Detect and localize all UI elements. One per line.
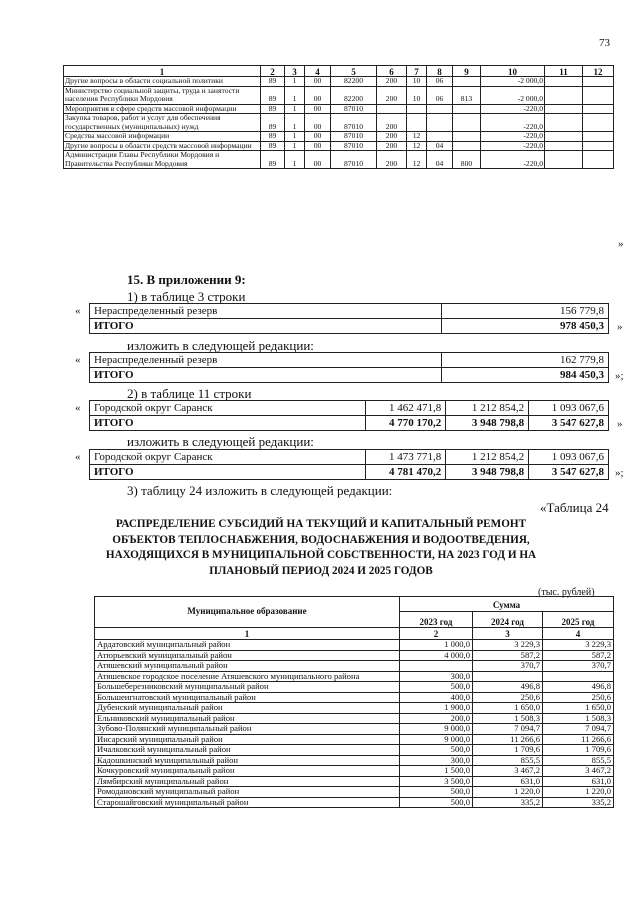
table-cell: 1 650,0 xyxy=(473,703,543,714)
table-cell: 855,5 xyxy=(473,755,543,766)
table-cell xyxy=(545,86,583,104)
table-cell: 89 xyxy=(261,77,285,87)
table-cell: Администрация Главы Республики Мордовия и Правительства Республики Мордовия xyxy=(64,151,261,169)
table-cell: 800 xyxy=(453,151,481,169)
instruction-table11: 2) в таблице 11 строки xyxy=(127,386,252,401)
table-cell: 1 xyxy=(285,132,305,142)
row-value: 984 450,3 xyxy=(442,368,609,383)
table-cell xyxy=(583,86,614,104)
table-cell: 370,7 xyxy=(543,661,614,672)
open-quote: « xyxy=(75,402,81,414)
table-cell: Ичалковский муниципальный район xyxy=(95,745,400,756)
row-value: 1 212 854,2 xyxy=(446,401,529,416)
table-cell: 89 xyxy=(261,86,285,104)
table-cell: 06 xyxy=(427,77,453,87)
table-cell: 11 266,6 xyxy=(543,734,614,745)
table-cell: Другие вопросы в области социальной политики xyxy=(64,77,261,87)
table-row xyxy=(90,319,609,334)
table-row xyxy=(95,661,614,672)
table-cell: 200 xyxy=(377,151,407,169)
table-cell xyxy=(583,151,614,169)
table-cell xyxy=(407,114,427,132)
table-cell: 4 000,0 xyxy=(400,650,473,661)
table-cell: 370,7 xyxy=(473,661,543,672)
row-label: ИТОГО xyxy=(90,368,442,383)
table-cell: 1 220,0 xyxy=(543,787,614,798)
table-cell: -2 000,0 xyxy=(481,86,545,104)
table-cell xyxy=(545,141,583,151)
table-cell: Зубово-Полянский муниципальный район xyxy=(95,724,400,735)
column-header-mo: Муниципальное образование xyxy=(95,597,400,628)
row-value: 1 473 771,8 xyxy=(366,450,446,465)
table-cell: -220,0 xyxy=(481,114,545,132)
table-cell: 496,8 xyxy=(473,682,543,693)
table-row xyxy=(95,724,614,735)
table-cell: 250,6 xyxy=(473,692,543,703)
table-cell xyxy=(583,77,614,87)
table-cell: 200 xyxy=(377,141,407,151)
table-cell: 1 xyxy=(285,114,305,132)
table-cell: 00 xyxy=(305,151,331,169)
table-row xyxy=(64,132,614,142)
table-cell: Большеигнатовский муниципальный район xyxy=(95,692,400,703)
instruction-table3: 1) в таблице 3 строки xyxy=(127,289,246,304)
budget-header-cell: 1 xyxy=(64,66,261,77)
table-cell: 00 xyxy=(305,86,331,104)
document-title: РАСПРЕДЕЛЕНИЕ СУБСИДИЙ НА ТЕКУЩИЙ И КАПИТАЛЬНЫЙ РЕМОНТ ОБЪЕКТОВ ТЕПЛОСНАБЖЕНИЯ, ВОДОСНАБЖЕНИЯ И ВОДООТВЕДЕНИЯ, НАХОДЯЩИХСЯ В МУНИЦИПАЛЬНОЙ СОБСТВЕННОСТИ, НА 2023 ГОД И НА ПЛАНОВЫЙ ПЕРИОД 2024 И 2025 ГОДОВ xyxy=(105,518,537,577)
table11-new xyxy=(89,449,609,480)
table-row xyxy=(90,304,609,319)
budget-header-row xyxy=(64,66,614,77)
table-cell: 200,0 xyxy=(400,713,473,724)
table-row xyxy=(95,797,614,808)
table-cell: Кочкуровский муниципальный район xyxy=(95,766,400,777)
table-row xyxy=(95,682,614,693)
table-cell: 04 xyxy=(427,141,453,151)
table-cell: 10 xyxy=(407,77,427,87)
table-cell: 400,0 xyxy=(400,692,473,703)
table-cell xyxy=(545,151,583,169)
table-row xyxy=(95,776,614,787)
table-cell: 631,0 xyxy=(543,776,614,787)
column-header-year: 2025 год xyxy=(543,611,614,627)
table-cell: 1 xyxy=(285,151,305,169)
table-cell xyxy=(583,104,614,114)
table-cell: Министерство социальной защиты, труда и занятости населения Республики Мордовия xyxy=(64,86,261,104)
table-cell: 00 xyxy=(305,104,331,114)
table-cell xyxy=(545,77,583,87)
table-cell: 11 266,6 xyxy=(473,734,543,745)
table-cell: 89 xyxy=(261,104,285,114)
row-label: Городской округ Саранск xyxy=(90,401,366,416)
table-cell xyxy=(583,114,614,132)
row-label: Городской округ Саранск xyxy=(90,450,366,465)
table-cell: 500,0 xyxy=(400,787,473,798)
row-value: 1 212 854,2 xyxy=(446,450,529,465)
table-cell: Дубенский муниципальный район xyxy=(95,703,400,714)
table-cell: 9 000,0 xyxy=(400,734,473,745)
table-cell: 335,2 xyxy=(543,797,614,808)
row-value: 3 547 627,8 xyxy=(529,465,609,480)
table-row xyxy=(95,745,614,756)
table-cell: 200 xyxy=(377,86,407,104)
table-cell: 500,0 xyxy=(400,745,473,756)
table-cell: 335,2 xyxy=(473,797,543,808)
table-cell: 1 xyxy=(285,104,305,114)
table-cell: 87010 xyxy=(331,151,377,169)
row-value: 3 948 798,8 xyxy=(446,465,529,480)
table-cell: 1 709,6 xyxy=(543,745,614,756)
table-cell: 500,0 xyxy=(400,682,473,693)
table-cell: 300,0 xyxy=(400,755,473,766)
table-row xyxy=(90,353,609,368)
table-cell: 855,5 xyxy=(543,755,614,766)
table-cell: 12 xyxy=(407,141,427,151)
table-cell: 300,0 xyxy=(400,671,473,682)
table-cell xyxy=(583,141,614,151)
column-number: 4 xyxy=(543,628,614,640)
column-header-year: 2024 год xyxy=(473,611,543,627)
table-cell: 1 000,0 xyxy=(400,640,473,651)
row-value: 978 450,3 xyxy=(442,319,609,334)
budget-header-cell: 10 xyxy=(481,66,545,77)
table-row xyxy=(95,692,614,703)
budget-header-cell: 9 xyxy=(453,66,481,77)
table-cell: 3 500,0 xyxy=(400,776,473,787)
table-cell: 1 220,0 xyxy=(473,787,543,798)
table-cell: 3 467,2 xyxy=(473,766,543,777)
table-cell: 87010 xyxy=(331,132,377,142)
row-value: 1 093 067,6 xyxy=(529,401,609,416)
table-cell: 200 xyxy=(377,77,407,87)
table-row xyxy=(95,755,614,766)
table-cell: -2 000,0 xyxy=(481,77,545,87)
table-cell: 12 xyxy=(407,151,427,169)
close-quote: »; xyxy=(615,370,624,382)
table-row xyxy=(90,368,609,383)
budget-header-cell: 2 xyxy=(261,66,285,77)
table-cell: Ромодановский муниципальный район xyxy=(95,787,400,798)
table-cell: 587,2 xyxy=(473,650,543,661)
table-cell xyxy=(473,671,543,682)
table24-reference: «Таблица 24 xyxy=(540,500,609,515)
table-cell: 10 xyxy=(407,86,427,104)
table-cell: 7 094,7 xyxy=(473,724,543,735)
table-cell: 496,8 xyxy=(543,682,614,693)
subsidies-number-row xyxy=(95,628,614,640)
table-cell: Атяшевский муниципальный район xyxy=(95,661,400,672)
budget-header-cell: 8 xyxy=(427,66,453,77)
table-cell xyxy=(543,671,614,682)
table-cell: 1 650,0 xyxy=(543,703,614,714)
table-cell xyxy=(453,141,481,151)
instruction-replace: изложить в следующей редакции: xyxy=(127,434,314,449)
table-row xyxy=(95,787,614,798)
row-value: 162 779,8 xyxy=(442,353,609,368)
table-cell: 200 xyxy=(377,132,407,142)
open-quote: « xyxy=(75,354,81,366)
table-row xyxy=(95,766,614,777)
table-cell: 00 xyxy=(305,114,331,132)
row-value: 3 948 798,8 xyxy=(446,416,529,431)
table-row xyxy=(64,86,614,104)
table-cell: Ардатовский муниципальный район xyxy=(95,640,400,651)
row-value: 4 781 470,2 xyxy=(366,465,446,480)
unit-label: (тыс. рублей) xyxy=(538,587,595,598)
table-cell: 813 xyxy=(453,86,481,104)
close-quote: »; xyxy=(615,467,624,479)
table-cell: 7 094,7 xyxy=(543,724,614,735)
column-number: 1 xyxy=(95,628,400,640)
table-cell: 82200 xyxy=(331,77,377,87)
table-cell: 87010 xyxy=(331,141,377,151)
row-value: 3 547 627,8 xyxy=(529,416,609,431)
table-cell: Большеберезниковский муниципальный район xyxy=(95,682,400,693)
column-header-year: 2023 год xyxy=(400,611,473,627)
budget-header-cell: 5 xyxy=(331,66,377,77)
table-row xyxy=(90,416,609,431)
open-quote: « xyxy=(75,451,81,463)
table-cell: 3 467,2 xyxy=(543,766,614,777)
table-cell: Кадошкинский муниципальный район xyxy=(95,755,400,766)
row-label: ИТОГО xyxy=(90,465,366,480)
table-cell: Атяшевское городское поселение Атяшевского муниципального района xyxy=(95,671,400,682)
table-row xyxy=(95,650,614,661)
table-row xyxy=(90,450,609,465)
table-cell: Средства массовой информации xyxy=(64,132,261,142)
table-cell: Инсарский муниципальный район xyxy=(95,734,400,745)
table-cell xyxy=(427,132,453,142)
table-cell: 1 500,0 xyxy=(400,766,473,777)
table-row xyxy=(90,401,609,416)
table-cell: Атюрьевский муниципальный район xyxy=(95,650,400,661)
table-cell: 500,0 xyxy=(400,797,473,808)
table-cell: 1 900,0 xyxy=(400,703,473,714)
subsidies-table xyxy=(94,596,614,808)
table-cell: Закупка товаров, работ и услуг для обеспечения государственных (муниципальных) нужд xyxy=(64,114,261,132)
table-cell: 00 xyxy=(305,141,331,151)
table-cell: 631,0 xyxy=(473,776,543,787)
row-label: ИТОГО xyxy=(90,416,366,431)
table-cell: -220,0 xyxy=(481,132,545,142)
table-cell: Ельниковский муниципальный район xyxy=(95,713,400,724)
row-value: 1 093 067,6 xyxy=(529,450,609,465)
subsidies-header-row xyxy=(95,597,614,612)
budget-header-cell: 11 xyxy=(545,66,583,77)
table-cell: 3 229,3 xyxy=(473,640,543,651)
budget-header-cell: 4 xyxy=(305,66,331,77)
table-cell: 250,6 xyxy=(543,692,614,703)
table-cell: 1 508,3 xyxy=(543,713,614,724)
table-cell xyxy=(407,104,427,114)
table-row xyxy=(64,151,614,169)
table-cell xyxy=(377,104,407,114)
table-cell: -220,0 xyxy=(481,141,545,151)
table-row xyxy=(95,703,614,714)
row-value: 1 462 471,8 xyxy=(366,401,446,416)
column-number: 3 xyxy=(473,628,543,640)
table-cell xyxy=(453,114,481,132)
table-cell: Старошайговский муниципальный район xyxy=(95,797,400,808)
table3-old xyxy=(89,303,609,334)
table-cell xyxy=(453,77,481,87)
instruction-table24: 3) таблицу 24 изложить в следующей редакции: xyxy=(127,483,393,498)
page-number: 73 xyxy=(599,37,610,49)
table-row xyxy=(95,640,614,651)
row-value: 156 779,8 xyxy=(442,304,609,319)
table-row xyxy=(95,671,614,682)
budget-header-cell: 12 xyxy=(583,66,614,77)
table-cell: 3 229,3 xyxy=(543,640,614,651)
table-cell: 12 xyxy=(407,132,427,142)
row-label: Нераспределенный резерв xyxy=(90,304,442,319)
table-cell: 89 xyxy=(261,141,285,151)
table-cell: 06 xyxy=(427,86,453,104)
table-cell: 1 709,6 xyxy=(473,745,543,756)
table-row xyxy=(95,713,614,724)
table-cell: 1 508,3 xyxy=(473,713,543,724)
row-label: ИТОГО xyxy=(90,319,442,334)
table-cell xyxy=(427,104,453,114)
table-row xyxy=(64,77,614,87)
table-cell: -220,0 xyxy=(481,151,545,169)
table-cell xyxy=(453,132,481,142)
row-label: Нераспределенный резерв xyxy=(90,353,442,368)
table-cell: 00 xyxy=(305,132,331,142)
table-row xyxy=(90,465,609,480)
table-cell: 1 xyxy=(285,77,305,87)
table11-old xyxy=(89,400,609,431)
table-cell xyxy=(583,132,614,142)
budget-header-cell: 7 xyxy=(407,66,427,77)
table-cell: Другие вопросы в области средств массовой информации xyxy=(64,141,261,151)
column-number: 2 xyxy=(400,628,473,640)
table-cell: 1 xyxy=(285,86,305,104)
close-quote: » xyxy=(617,418,623,430)
table-row xyxy=(64,114,614,132)
table-cell xyxy=(545,132,583,142)
table-cell xyxy=(400,661,473,672)
table-cell: 587,2 xyxy=(543,650,614,661)
table-cell: 00 xyxy=(305,77,331,87)
table-cell xyxy=(453,104,481,114)
row-value: 4 770 170,2 xyxy=(366,416,446,431)
table-cell: 04 xyxy=(427,151,453,169)
table-row xyxy=(95,734,614,745)
table-cell: 9 000,0 xyxy=(400,724,473,735)
table-cell: 1 xyxy=(285,141,305,151)
table-cell: 89 xyxy=(261,114,285,132)
table-cell: Мероприятия в сфере средств массовой информации xyxy=(64,104,261,114)
budget-header-cell: 6 xyxy=(377,66,407,77)
table-cell: 200 xyxy=(377,114,407,132)
table-cell: 87010 xyxy=(331,114,377,132)
table-cell xyxy=(427,114,453,132)
open-quote: « xyxy=(75,305,81,317)
table-cell: 89 xyxy=(261,151,285,169)
close-quote: » xyxy=(617,321,623,333)
table-cell xyxy=(545,114,583,132)
table-cell xyxy=(545,104,583,114)
table-cell: 87010 xyxy=(331,104,377,114)
budget-header-cell: 3 xyxy=(285,66,305,77)
table-cell: -220,0 xyxy=(481,104,545,114)
table-cell: 82200 xyxy=(331,86,377,104)
table-cell: Лямбирский муниципальный район xyxy=(95,776,400,787)
table-cell: 89 xyxy=(261,132,285,142)
closing-quote: » xyxy=(618,238,624,250)
budget-table xyxy=(63,65,614,169)
column-header-sum: Сумма xyxy=(400,597,614,612)
instruction-replace: изложить в следующей редакции: xyxy=(127,338,314,353)
table3-new xyxy=(89,352,609,383)
section-heading: 15. В приложении 9: xyxy=(127,272,246,287)
